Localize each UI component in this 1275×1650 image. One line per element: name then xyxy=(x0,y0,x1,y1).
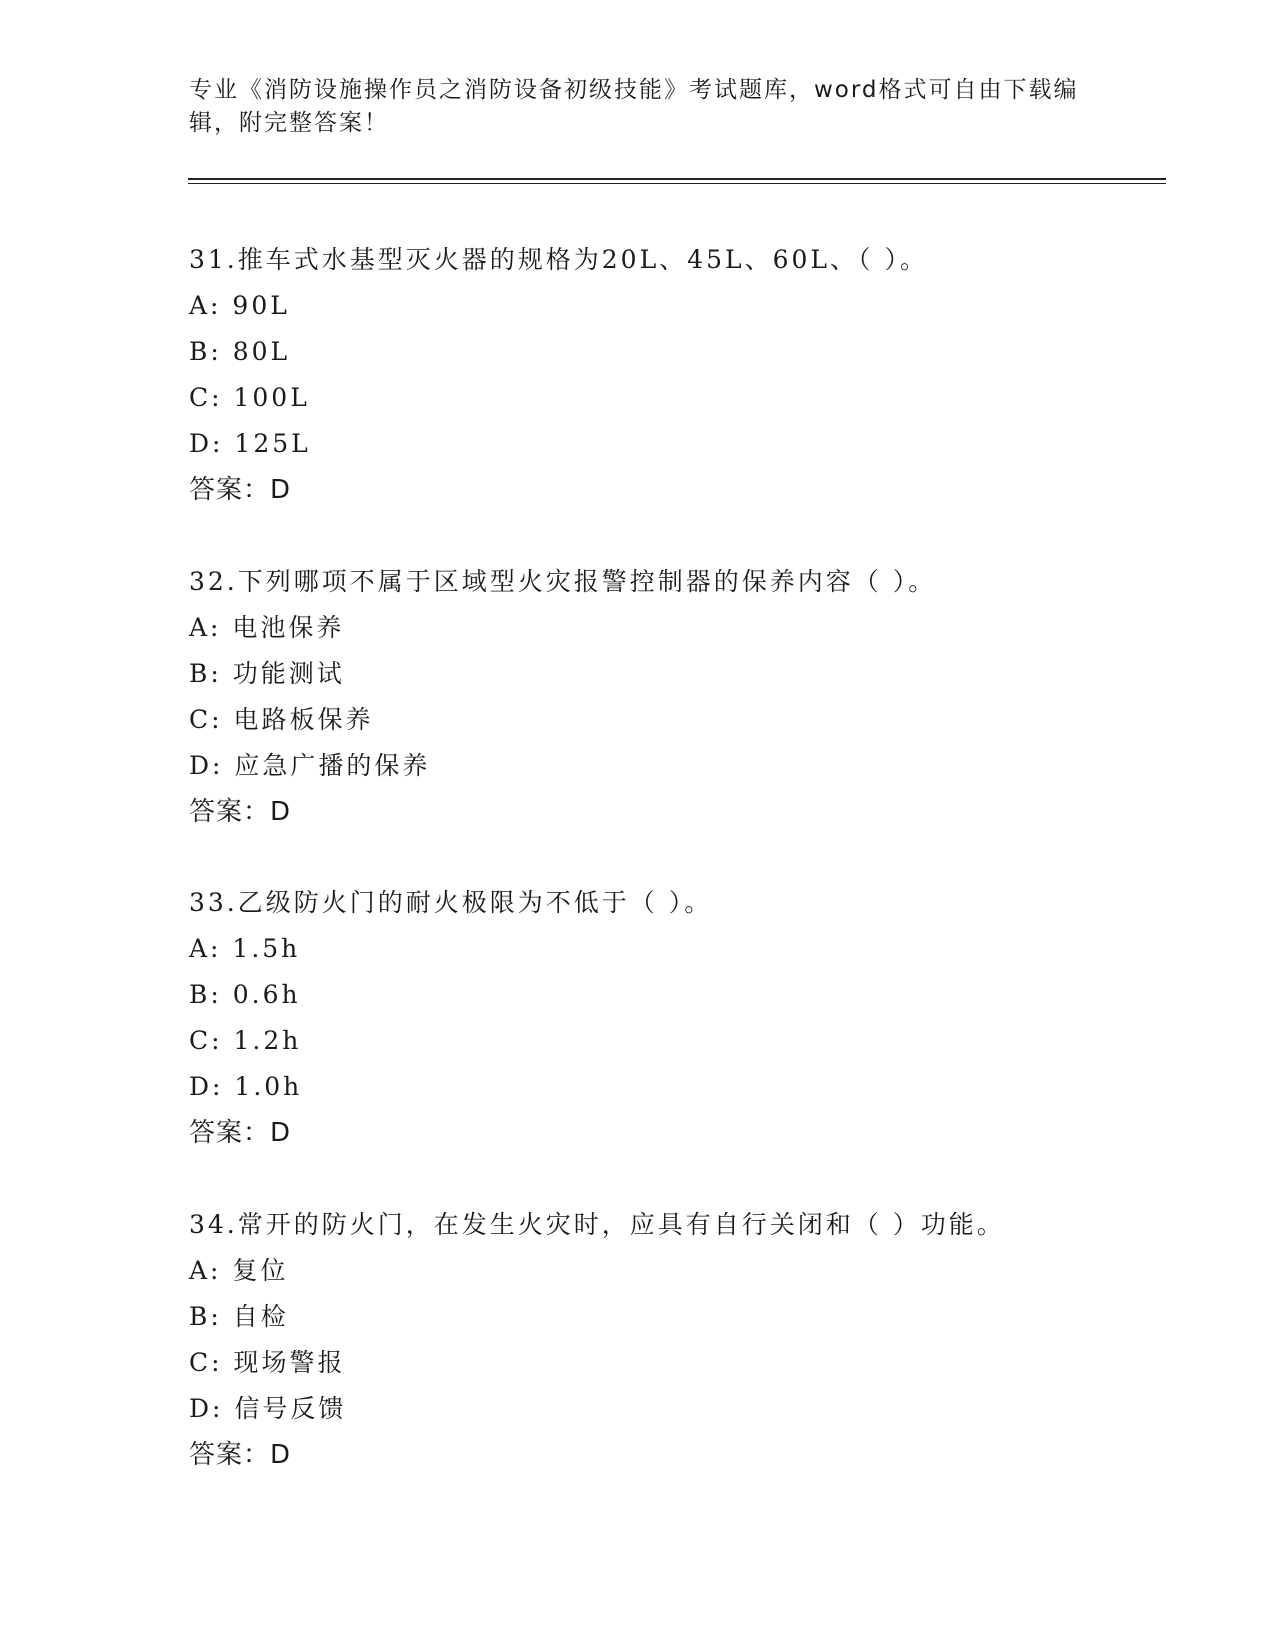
option-c: C: 现场警报 xyxy=(189,1348,346,1377)
option-b: B: 0.6h xyxy=(189,980,301,1009)
answer: 答案：D xyxy=(189,1440,292,1470)
option-d: D: 1.0h xyxy=(189,1072,303,1101)
option-b: B: 自检 xyxy=(189,1302,289,1331)
question-34 xyxy=(189,1202,1189,1478)
question-33 xyxy=(189,880,1189,1156)
header-divider-top xyxy=(188,178,1166,180)
option-c: C: 1.2h xyxy=(189,1026,302,1055)
answer: 答案：D xyxy=(189,1118,292,1148)
option-b: B: 80L xyxy=(189,337,291,366)
question-stem: 33.乙级防火门的耐火极限为不低于（ ）。 xyxy=(189,888,713,917)
option-a: A: 1.5h xyxy=(189,934,301,963)
option-b: B: 功能测试 xyxy=(189,659,345,688)
option-c: C: 100L xyxy=(189,383,310,412)
option-a: A: 电池保养 xyxy=(189,613,345,642)
question-stem: 32.下列哪项不属于区域型火灾报警控制器的保养内容（ ）。 xyxy=(189,567,937,596)
option-a: A: 90L xyxy=(189,291,290,320)
header-divider-bottom xyxy=(188,183,1166,184)
answer: 答案：D xyxy=(189,475,292,505)
question-31 xyxy=(189,237,1189,513)
option-d: D: 应急广播的保养 xyxy=(189,751,431,780)
document-header: 专业《消防设施操作员之消防设备初级技能》考试题库，word格式可自由下载编辑，附完整答案！ xyxy=(189,77,1079,136)
option-d: D: 125L xyxy=(189,429,311,458)
question-stem: 31.推车式水基型灭火器的规格为20L、45L、60L、（ ）。 xyxy=(189,245,928,274)
answer: 答案：D xyxy=(189,797,292,827)
question-32 xyxy=(189,559,1189,835)
option-d: D: 信号反馈 xyxy=(189,1394,347,1423)
option-a: A: 复位 xyxy=(189,1256,289,1285)
question-stem: 34.常开的防火门，在发生火灾时，应具有自行关闭和（ ）功能。 xyxy=(189,1210,1005,1239)
option-c: C: 电路板保养 xyxy=(189,705,374,734)
